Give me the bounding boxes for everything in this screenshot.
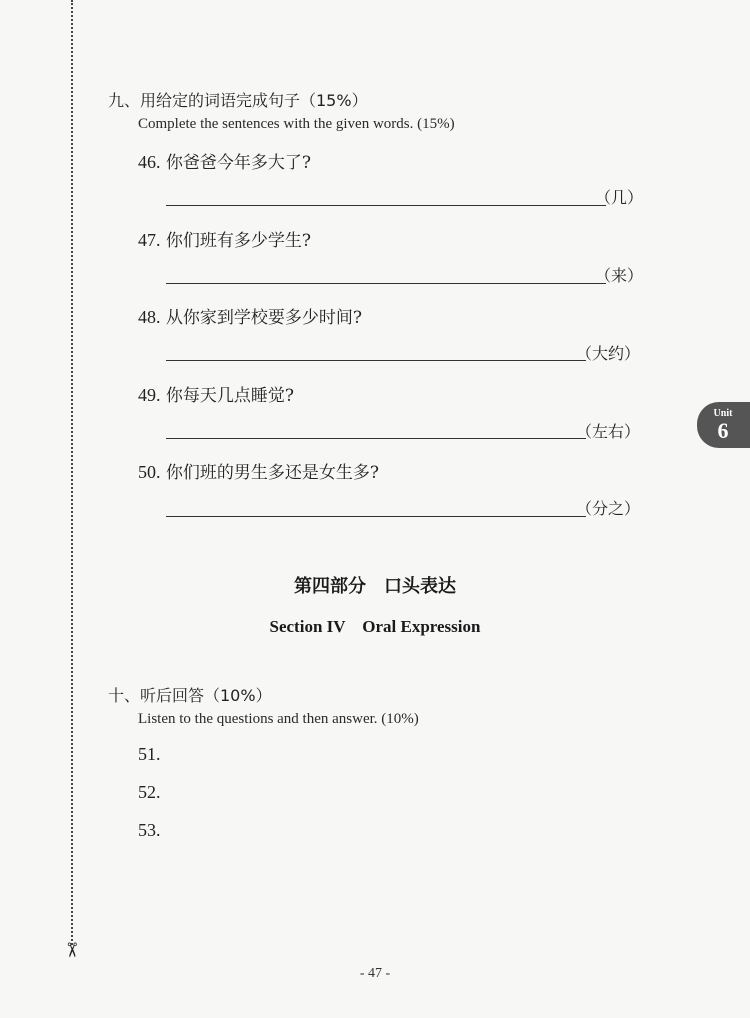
question-text: 你们班有多少学生?: [165, 231, 312, 251]
page-number: - 47 -: [359, 966, 391, 981]
part-4-title-en: Section IV Oral Expression: [269, 617, 481, 636]
section-9-subtitle: Complete the sentences with the given words. (15%): [138, 116, 455, 132]
section-10-heading: 十、听后回答（10%）: [108, 686, 272, 705]
unit-number: 6: [717, 418, 729, 443]
question-46: [138, 148, 311, 173]
answer-line-49[interactable]: [166, 438, 586, 439]
question-text: 你爸爸今年多大了?: [165, 153, 312, 173]
question-number: 46.: [138, 152, 161, 172]
question-48: [138, 303, 362, 328]
question-number: 49.: [138, 385, 161, 405]
answer-line-48[interactable]: [166, 360, 586, 361]
cut-line: [71, 0, 73, 945]
part-4-title-cn: 第四部分 口头表达: [294, 576, 456, 597]
question-text: 你们班的男生多还是女生多?: [165, 463, 380, 483]
question-49: [138, 381, 294, 406]
question-number: 48.: [138, 307, 161, 327]
question-number: 47.: [138, 230, 161, 250]
question-52: [138, 782, 161, 803]
question-text: 你每天几点睡觉?: [165, 386, 295, 406]
question-53: [138, 820, 161, 841]
question-47: [138, 226, 311, 251]
hint-48: （大约）: [576, 344, 641, 363]
section-10-subtitle: Listen to the questions and then answer. (10%): [138, 711, 419, 727]
hint-46: （几）: [595, 188, 644, 207]
hint-50: （分之）: [576, 499, 641, 518]
answer-line-47[interactable]: [166, 283, 606, 284]
question-51: [138, 744, 161, 765]
question-number: 52.: [138, 782, 161, 802]
question-number: 53.: [138, 820, 161, 840]
question-number: 50.: [138, 462, 161, 482]
unit-label: Unit: [713, 408, 733, 419]
hint-47: （来）: [595, 266, 644, 285]
question-text: 从你家到学校要多少时间?: [165, 308, 363, 328]
hint-49: （左右）: [576, 422, 641, 441]
scissors-icon: ✂: [60, 941, 84, 959]
section-9-heading: 九、用给定的词语完成句子（15%）: [108, 91, 368, 110]
answer-line-46[interactable]: [166, 205, 606, 206]
question-number: 51.: [138, 744, 161, 764]
answer-line-50[interactable]: [166, 516, 586, 517]
unit-tab: [697, 402, 750, 448]
question-50: [138, 458, 379, 483]
